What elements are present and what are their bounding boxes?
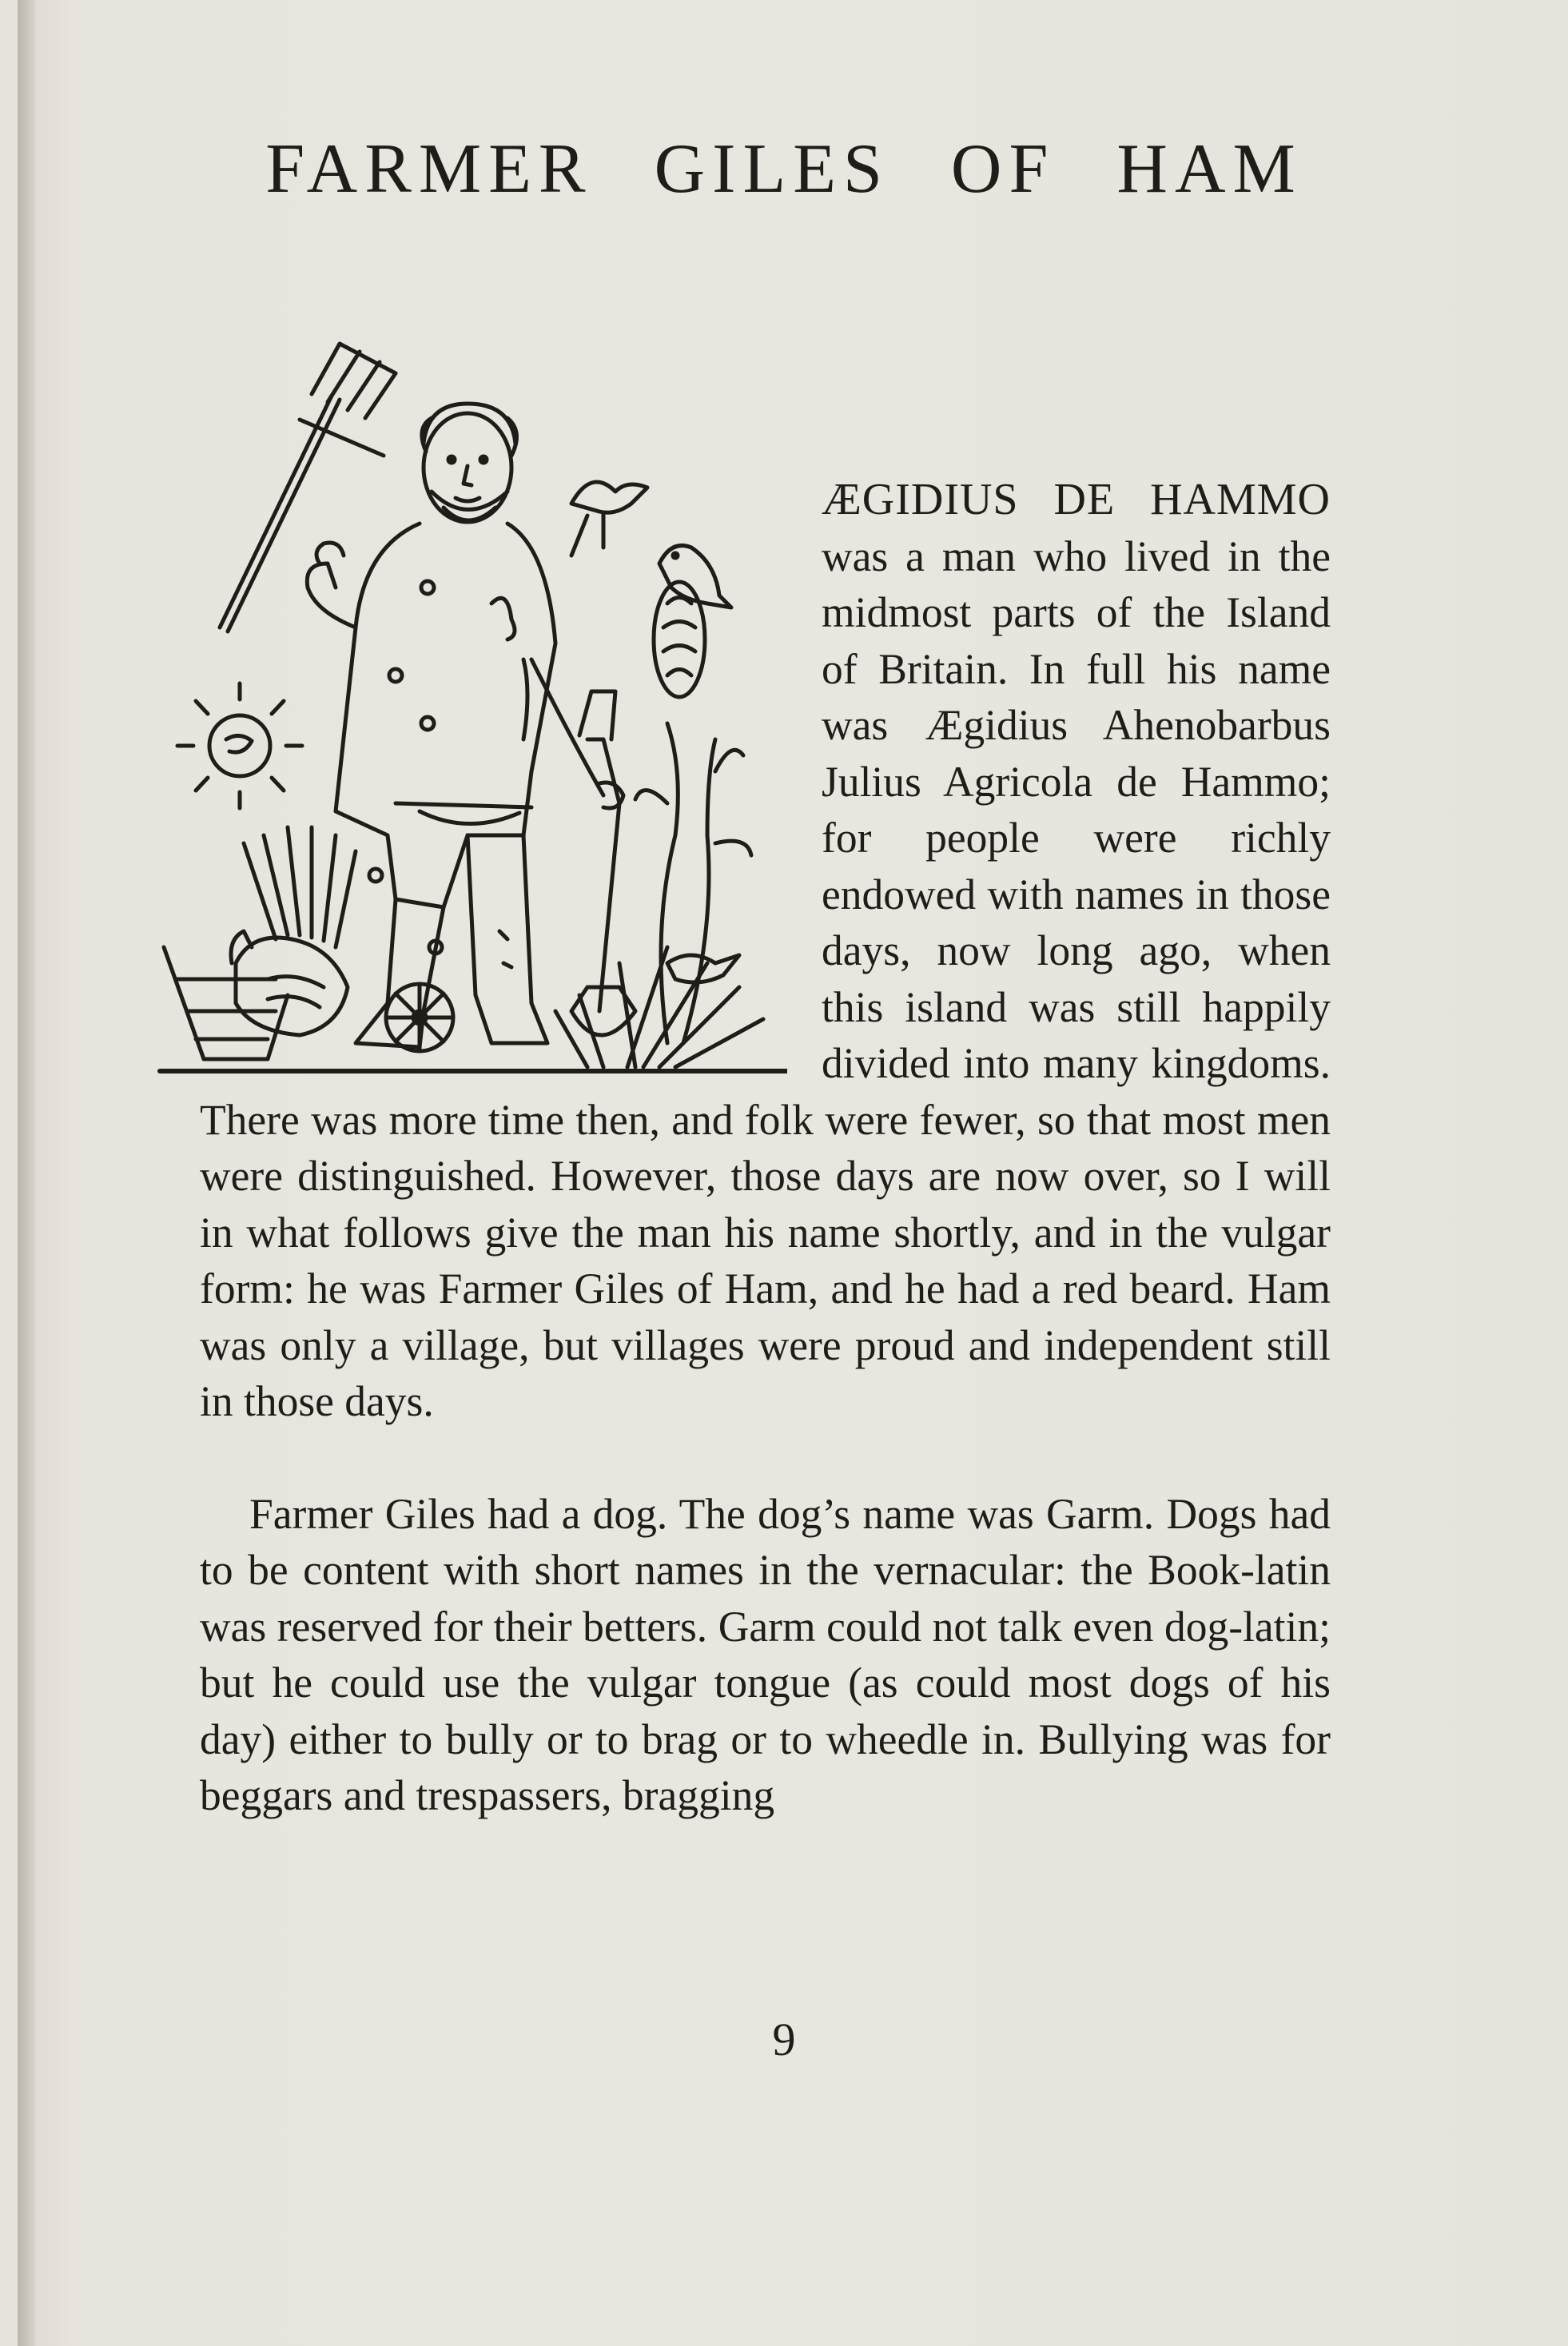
illustration-space xyxy=(200,472,815,1091)
paragraph-1 xyxy=(200,472,1331,1430)
paragraph-1-text: was a man who lived in the midmost parts of the Island of Britain. In full his name was Ægidius Ahenobarbus Julius Agricola de Hammo; for people were richly endowed with names in those days, now long ago, when this island was still happily divided into many kingdoms. There was more time then, and folk were fewer, so that most men were distinguished. However, those days are now over, so I will in what follows give the man his name shortly, and in the vulgar form: he was Farmer Giles of Ham, and he had a red beard. Ham was only a village, but villages were proud and independent still in those days. xyxy=(200,532,1331,1425)
body-text xyxy=(200,472,1331,1824)
page-number: 9 xyxy=(772,2013,796,2065)
binding-shadow xyxy=(18,0,35,2346)
running-title: FARMER GILES OF HAM xyxy=(265,130,1303,208)
opening-small-caps: ÆGIDIUS DE HAMMO xyxy=(822,475,1331,524)
paragraph-2: Farmer Giles had a dog. The dog’s name was Garm. Dogs had to be content with short names in the vernacular: the Book-latin was reserved for their betters. Garm could not talk even dog-latin; but he could use the vulgar tongue (as could most dogs of his day) either to bully or to brag or to wheedle in. Bullying was for beggars and trespassers, bragging xyxy=(200,1489,1331,1819)
